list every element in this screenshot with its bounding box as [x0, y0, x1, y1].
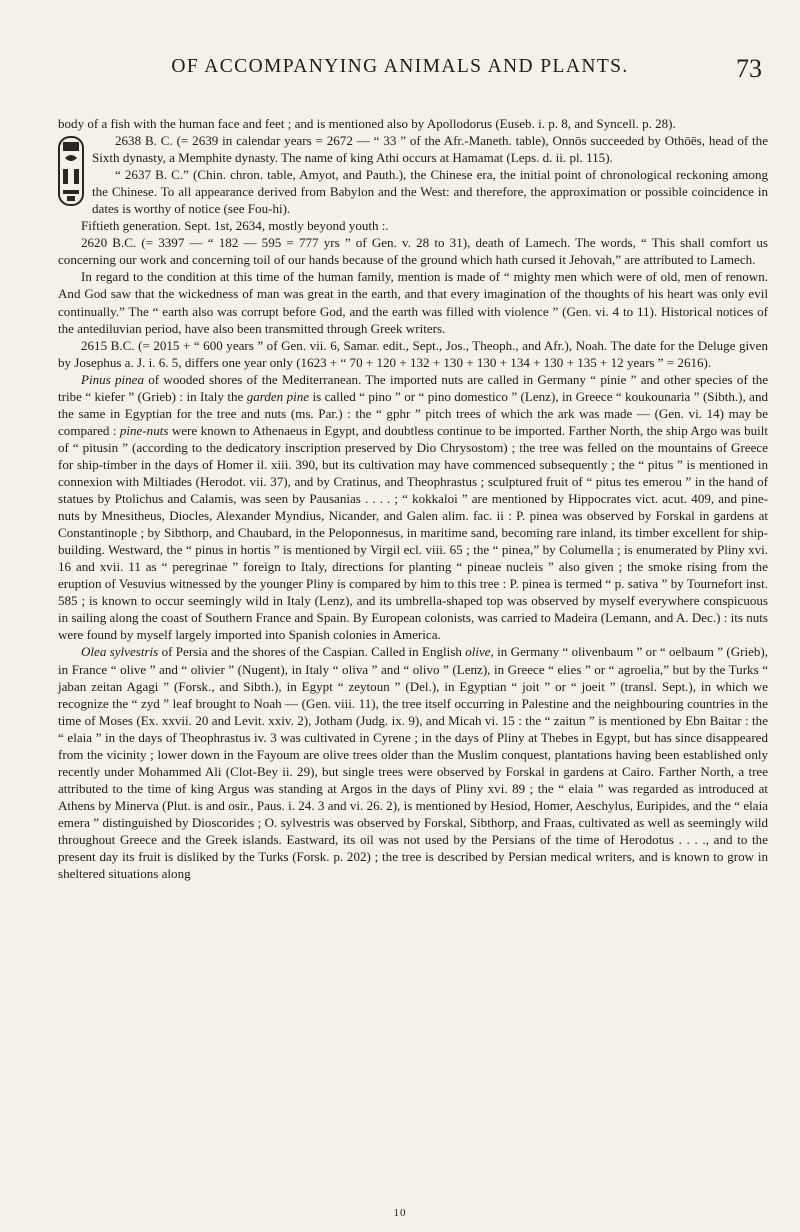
paragraph: In regard to the condition at this time of the human family, mention is made of “ mighty men which were of old, men of renown. And God saw that the wickedness of man was great in the earth, and that every imagination of the thoughts of his heart was only evil continually.” The “ earth also was corrupt before God, and the earth was filled with violence ” (Gen. vi. 4 to 11). Historical notices of the antediluvian period, have also been transmitted through Greek writers.	[58, 269, 768, 336]
page-title: OF ACCOMPANYING ANIMALS AND PLANTS.	[171, 56, 629, 77]
species-name: Pinus pinea	[81, 371, 144, 387]
paragraph: 2620 B.C. (= 3397 — “ 182 — 595 = 777 yrs ” of Gen. v. 28 to 31), death of Lamech. The words, “ This shall comfort us concerning our work and concerning toil of our hands because of the ground which hath cursed it Jehovah,” are attributed to Lamech.	[58, 235, 768, 268]
body-text	[58, 115, 768, 882]
text-run: is called “ pino ” or “ pino domestico ” (Lenz), in Greece “ koukounaria ” (Sibth.), and the same in Egyptian for the tree and nuts (ms. Par.) : the “ gphr ” pitch trees of which the ark was made — (Gen. vi. 14) may be compared :	[58, 388, 768, 438]
text-run: , in Germany “ olivenbaum ” or “ oelbaum ” (Grieb), in France “ olive ” and “ olivier ” (Nugent), in Italy “ oliva ” and “ olivo ” (Lenz), in Greece “ elies ” or “ agroelia,” but by the Turks “ jaban zeitan Agagi ” (Forsk., and Sibth.), in Egypt “ zeytoun ” (Del.), in Egyptian “ joit ” or “ joeit ” (transl. Sept.), in which we recognize the “ zyd ” leaf brought to Noah — (Gen. viii. 11), the tree itself occurring in Palestine and the neighbouring countries in the time of Moses (Ex. xxvii. 20 and Levit. xxiv. 2), Jotham (Judg. ix. 9), and Micah vi. 15 : the “ zaitun ” is mentioned by Ebn Baitar : the “ elaia ” in the days of Theophrastus iv. 3 was cultivated in Cyrene ; in the days of Pliny at Thebes in Egypt, but has since disappeared from the vicinity ; lower down in the Fayoum are olive trees older than the Muslim conquest, plantations having been established only recently under Mohammed Ali (Clot-Bey ii. 29), but single trees were observed by Forskal in gardens at Cairo. Farther North, a tree attributed to the time of king Argus was standing at Argos in the days of Pliny xvi. 89 ; the “ elaia ” was regarded as introduced at Athens by Minerva (Plut. is and osir., Paus. i. 24. 3 and vi. 26. 2), is mentioned by Hesiod, Homer, Aeschylus, Euripides, and the “ elaia emera ” distinguished by Dioscorides ; O. sylvestris was observed by Forskal, Sibthorp, and Fraas, cultivated as well as seemingly wild throughout Greece and the Greek islands. Eastward, its oil was not used by the Persians of the time of Herodotus . . . ., and to the present day its fruit is disliked by the Turks (Forsk. p. 202) ; the tree is described by Persian medical writers, and is known to grow in sheltered situations along	[58, 644, 769, 882]
emphasis: garden pine	[246, 388, 310, 404]
paragraph-olea-sylvestris	[58, 643, 768, 882]
paragraph: body of a fish with the human face and feet ; and is mentioned also by Apollodorus (Euseb. i. p. 8, and Syncell. p. 28).	[58, 116, 676, 131]
text-run: were known to Athenaeus in Egypt, and doubtless continue to be imported. Farther North, the ship Argo was built of “ pitusin ” (according to the dedicatory inscription preserved by Dio Chrysostom) ; the tree was felled on the mountains of Greece for ship-timber in the days of Homer il. xiii. 390, but its cultivation may have commenced subsequently ; the “ pitus ” is mentioned in connexion with Miltiades (Herodot. vii. 37), and by Cratinus, and Theophrastus ; sculptured fruit of “ pitus tes emerou ” in the hand of statues by Ptolichus and Calamis, was seen by Pausanias . . . . ; “ kokkaloi ” are mentioned by Hippocrates vict. acut. 409, and pine-nuts by Mnesitheus, Diocles, Alexander Myndius, Nicander, and Galen alim. fac. ii : P. pinea was observed by Forskal in gardens at Constantinople ; by Sibthorp, and Chaubard, in the Peloponnesus, in maritime sand, becoming rare inland, its timber excellent for ship-building. Westward, the “ pinus in hortis ” is mentioned by Virgil ecl. viii. 65 ; the “ pinea,” by Columella ; is enumerated by Pliny xvi. 16 and xvii. 11 as “ peregrinae ” foreign to Italy, directions for planting “ pineae nucleis ” also given ; the smoke rising from the eruption of Vesuvius witnessed by the younger Pliny is compared by him to this tree : P. pinea is termed “ p. sativa ” by Tournefort inst. 585 ; is known to occur seemingly wild in Italy (Lenz), and its umbrella-shaped top was observed by myself everywhere conspicuous in sailing along the coast of Southern France and Spain. By European colonists, was carried to Madeira (Lemann, and A. Dec.) : its nuts were found by myself largely imported into Spanish colonies in America.	[58, 422, 769, 643]
running-head	[0, 56, 800, 86]
paragraph: Fiftieth generation. Sept. 1st, 2634, mostly beyond youth :.	[81, 218, 389, 234]
species-name: Olea sylvestris	[81, 644, 159, 660]
paragraph: 2615 B.C. (= 2015 + “ 600 years ” of Gen. vii. 6, Samar. edit., Sept., Jos., Theoph., and Afr.), Noah. The date for the Deluge given by Josephus a. J. i. 6. 5, differs one year only (1623 + “ 70 + 120 + 132 + 130 + 130 + 134 + 130 + 135 + 12 years ” = 2616).	[58, 337, 768, 370]
page-number: 73	[736, 54, 762, 83]
emphasis: olive	[465, 644, 491, 660]
paragraph: “ 2637 B. C.” (Chin. chron. table, Amyot, and Pauth.), the Chinese era, the initial point of chronological reckoning among the Chinese. To all appearance derived from Babylon and the West: and therefore, the approximation or possible coincidence in dates is worthy of notice (see Fou-hi).	[92, 167, 768, 217]
text-run: of Persia and the shores of the Caspian. Called in English	[158, 644, 466, 660]
paragraph: 2638 B. C. (= 2639 in calendar years = 2672 — “ 33 ” of the Afr.-Maneth. table), Onnōs succeeded by Othōēs, head of the Sixth dynasty, a Memphite dynasty. The name of king Athi occurs at Hamamat (Leps. d. ii. pl. 115).	[92, 133, 768, 166]
emphasis: pine-nuts	[119, 422, 169, 438]
hieroglyph-cartouche-icon	[58, 136, 84, 206]
signature-mark: 10	[393, 1207, 407, 1219]
text-run: of wooded shores of the Mediterranean. The imported nuts are called in Germany “ pinie ” and other species of the tribe “ kiefer ” (Grieb) : in Italy the	[58, 371, 769, 404]
paragraph-pinus-pinea	[58, 371, 768, 644]
